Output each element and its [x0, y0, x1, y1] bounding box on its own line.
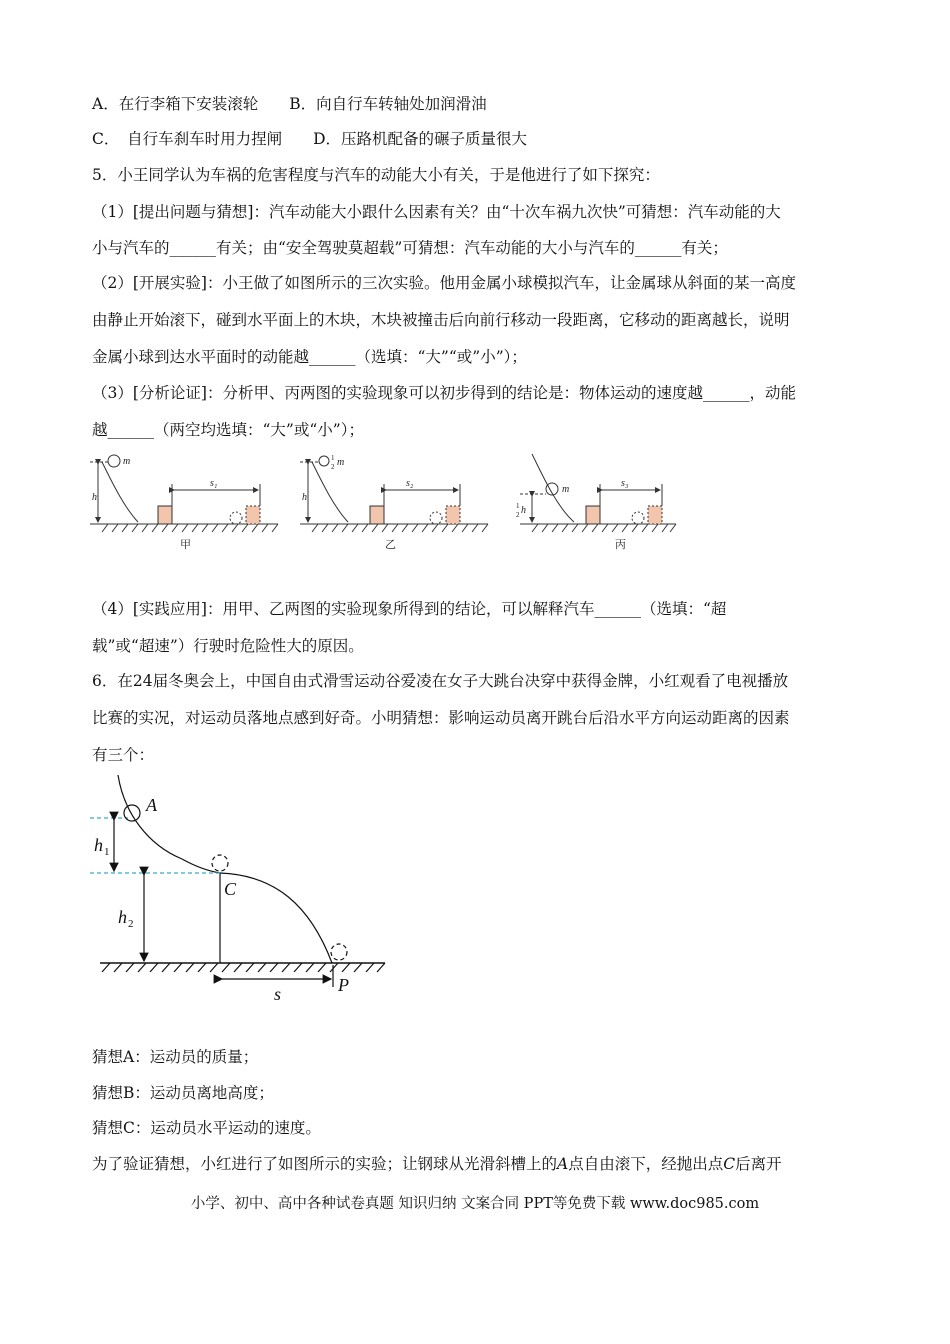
h1-label: h [94, 835, 103, 855]
yi-distance-label: s₂ [406, 478, 414, 489]
question-6-line1: 6．在24届冬奥会上，中国自由式滑雪运动谷爱凌在女子大跳台决穿中获得金牌，小红观看了电视播放 [92, 672, 789, 690]
caption-bing: 丙 [615, 539, 626, 551]
panel-bing [520, 454, 676, 532]
yi-height-label: h [302, 492, 307, 503]
q5-part4-line2: 载”或“超速”）行驶时危险性大的原因。 [92, 637, 364, 655]
q5-part3-line2: 越______（两空均选填：“大”或“小”）； [92, 421, 364, 439]
option-line-cd: C． 自行车刹车时用力捏闸 D．压路机配备的碾子质量很大 [92, 130, 528, 148]
q5-part4-line1: （4）[实践应用]：用甲、乙两图的实验现象所得到的结论，可以解释汽车______（选填：“超 [92, 600, 727, 618]
jia-height-label: h [92, 492, 97, 503]
h2-label: h [118, 907, 127, 927]
experiment-description: 为了验证猜想，小红进行了如图所示的实验；让钢球从光滑斜槽上的A点自由滚下，经抛出点C后离开 [92, 1155, 782, 1173]
point-c-label: C [224, 879, 237, 899]
panel-yi [300, 456, 488, 532]
bing-height-frac-num: 1 [516, 502, 520, 510]
guess-c: 猜想C：运动员水平运动的速度。 [92, 1119, 321, 1137]
bing-height-label: h [521, 505, 526, 516]
option-line-ab: A．在行李箱下安装滚轮 B．向自行车转轴处加润滑油 [92, 95, 487, 113]
point-a-label: A [146, 795, 157, 815]
question-6-line3: 有三个： [92, 746, 155, 764]
h1-subscript: 1 [104, 846, 110, 858]
distance-s-label: s [274, 984, 282, 1004]
page-footer: 小学、初中、高中各种试卷真题 知识归纳 文案合同 PPT等免费下载 www.doc985.com [190, 1196, 760, 1212]
yi-mass-label: m [337, 457, 345, 468]
guess-a: 猜想A：运动员的质量； [92, 1048, 259, 1066]
q5-part2-line1: （2）[开展实验]：小王做了如图所示的三次实验。他用金属小球模拟汽车，让金属球从斜面的某一高度 [92, 274, 796, 292]
caption-jia: 甲 [180, 539, 191, 551]
q5-part1-line1: （1）[提出问题与猜想]：汽车动能大小跟什么因素有关？由“十次车祸九次快”可猜想：汽车动能的大 [92, 203, 781, 221]
question-6-line2: 比赛的实况，对运动员落地点感到好奇。小明猜想：影响运动员离开跳台后沿水平方向运动距离的因素 [92, 709, 790, 727]
h2-subscript: 2 [128, 918, 134, 930]
experiment-figure-1 [88, 448, 678, 556]
jia-mass-label: m [123, 456, 131, 467]
bing-height-frac-den: 2 [516, 511, 520, 519]
q5-part2-line2: 由静止开始滚下，碰到水平面上的木块，木块被撞击后向前行移动一段距离，它移动的距离越长，说明 [92, 311, 790, 329]
ski-jump-figure [90, 775, 400, 1010]
yi-mass-frac-den: 2 [331, 463, 335, 471]
panel-jia [90, 455, 278, 532]
q5-part2-line3: 金属小球到达水平面时的动能越______（选填：“大”“或”小”）； [92, 348, 527, 366]
bing-mass-label: m [562, 484, 570, 495]
bing-distance-label: s₃ [621, 478, 629, 489]
caption-yi: 乙 [385, 539, 396, 551]
point-p-label: P [338, 975, 349, 995]
q5-part1-line2: 小与汽车的______有关；由“安全驾驶莫超载”可猜想：汽车动能的大小与汽车的______有关； [92, 239, 728, 257]
yi-mass-frac-num: 1 [331, 454, 335, 462]
guess-b: 猜想B：运动员离地高度； [92, 1084, 274, 1102]
jia-distance-label: s₁ [210, 478, 218, 489]
q5-part3-line1: （3）[分析论证]：分析甲、丙两图的实验现象可以初步得到的结论是：物体运动的速度越______，动能 [92, 384, 796, 402]
question-5-stem: 5．小王同学认为车祸的危害程度与汽车的动能大小有关，于是他进行了如下探究： [92, 166, 660, 184]
